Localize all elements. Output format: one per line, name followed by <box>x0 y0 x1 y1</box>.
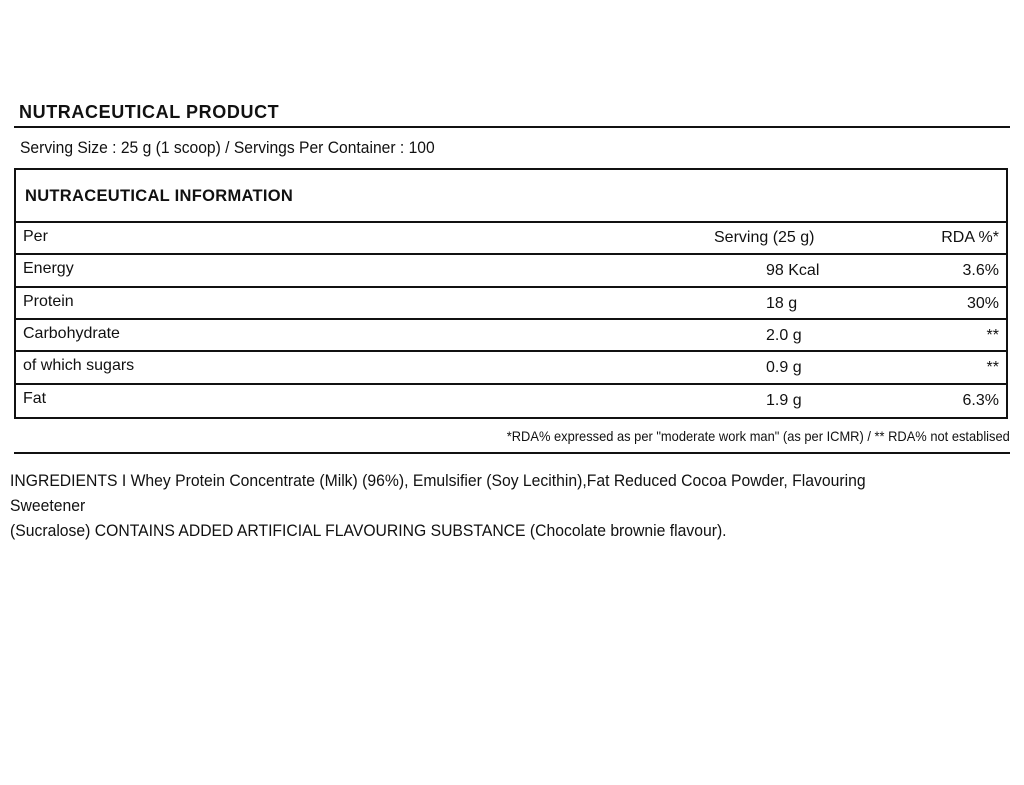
table-row <box>16 318 1006 348</box>
header-serving: Serving (25 g) <box>714 229 815 246</box>
panel-title: NUTRACEUTICAL INFORMATION <box>25 187 294 205</box>
nutrient-serving: 1.9 g <box>766 392 802 409</box>
nutrient-serving: 2.0 g <box>766 327 802 344</box>
nutrient-rda: 3.6% <box>962 262 999 279</box>
nutrient-name: Protein <box>23 293 74 310</box>
table-row <box>16 350 1006 380</box>
nutrient-name: Energy <box>23 260 74 277</box>
table-row <box>16 253 1006 283</box>
nutrient-rda: 30% <box>966 295 999 312</box>
ingredients-line-1: INGREDIENTS I Whey Protein Concentrate (Milk) (96%), Emulsifier (Soy Lecithin),Fat Reduced Cocoa Powder, Flavouring Sweetener <box>10 471 866 515</box>
header-per: Per <box>23 228 48 245</box>
nutrient-name: Fat <box>23 390 47 407</box>
bottom-divider <box>14 452 1010 454</box>
nutrient-rda: ** <box>986 359 999 376</box>
rda-footnote: *RDA% expressed as per "moderate work man" (as per ICMR) / ** RDA% not establised <box>506 428 1010 444</box>
table-row <box>16 286 1006 316</box>
nutrient-name: Carbohydrate <box>23 325 120 342</box>
serving-size-line: Serving Size : 25 g (1 scoop) / Servings Per Container : 100 <box>20 138 435 157</box>
nutrient-serving: 0.9 g <box>766 359 802 376</box>
nutrient-serving: 18 g <box>766 295 798 312</box>
ingredients-text <box>10 468 935 543</box>
product-title: NUTRACEUTICAL PRODUCT <box>19 102 280 122</box>
top-divider <box>14 126 1010 128</box>
nutrient-serving: 98 Kcal <box>766 262 820 279</box>
ingredients-line-2: (Sucralose) CONTAINS ADDED ARTIFICIAL FLAVOURING SUBSTANCE (Chocolate brownie flavour). <box>10 521 727 540</box>
nutrient-name: of which sugars <box>23 357 135 374</box>
nutrient-rda: 6.3% <box>962 392 999 409</box>
nutrient-rda: ** <box>986 327 999 344</box>
nutrition-panel <box>14 168 1008 419</box>
header-rda: RDA %* <box>941 229 999 246</box>
table-header-row <box>16 221 1006 251</box>
table-row <box>16 383 1006 413</box>
